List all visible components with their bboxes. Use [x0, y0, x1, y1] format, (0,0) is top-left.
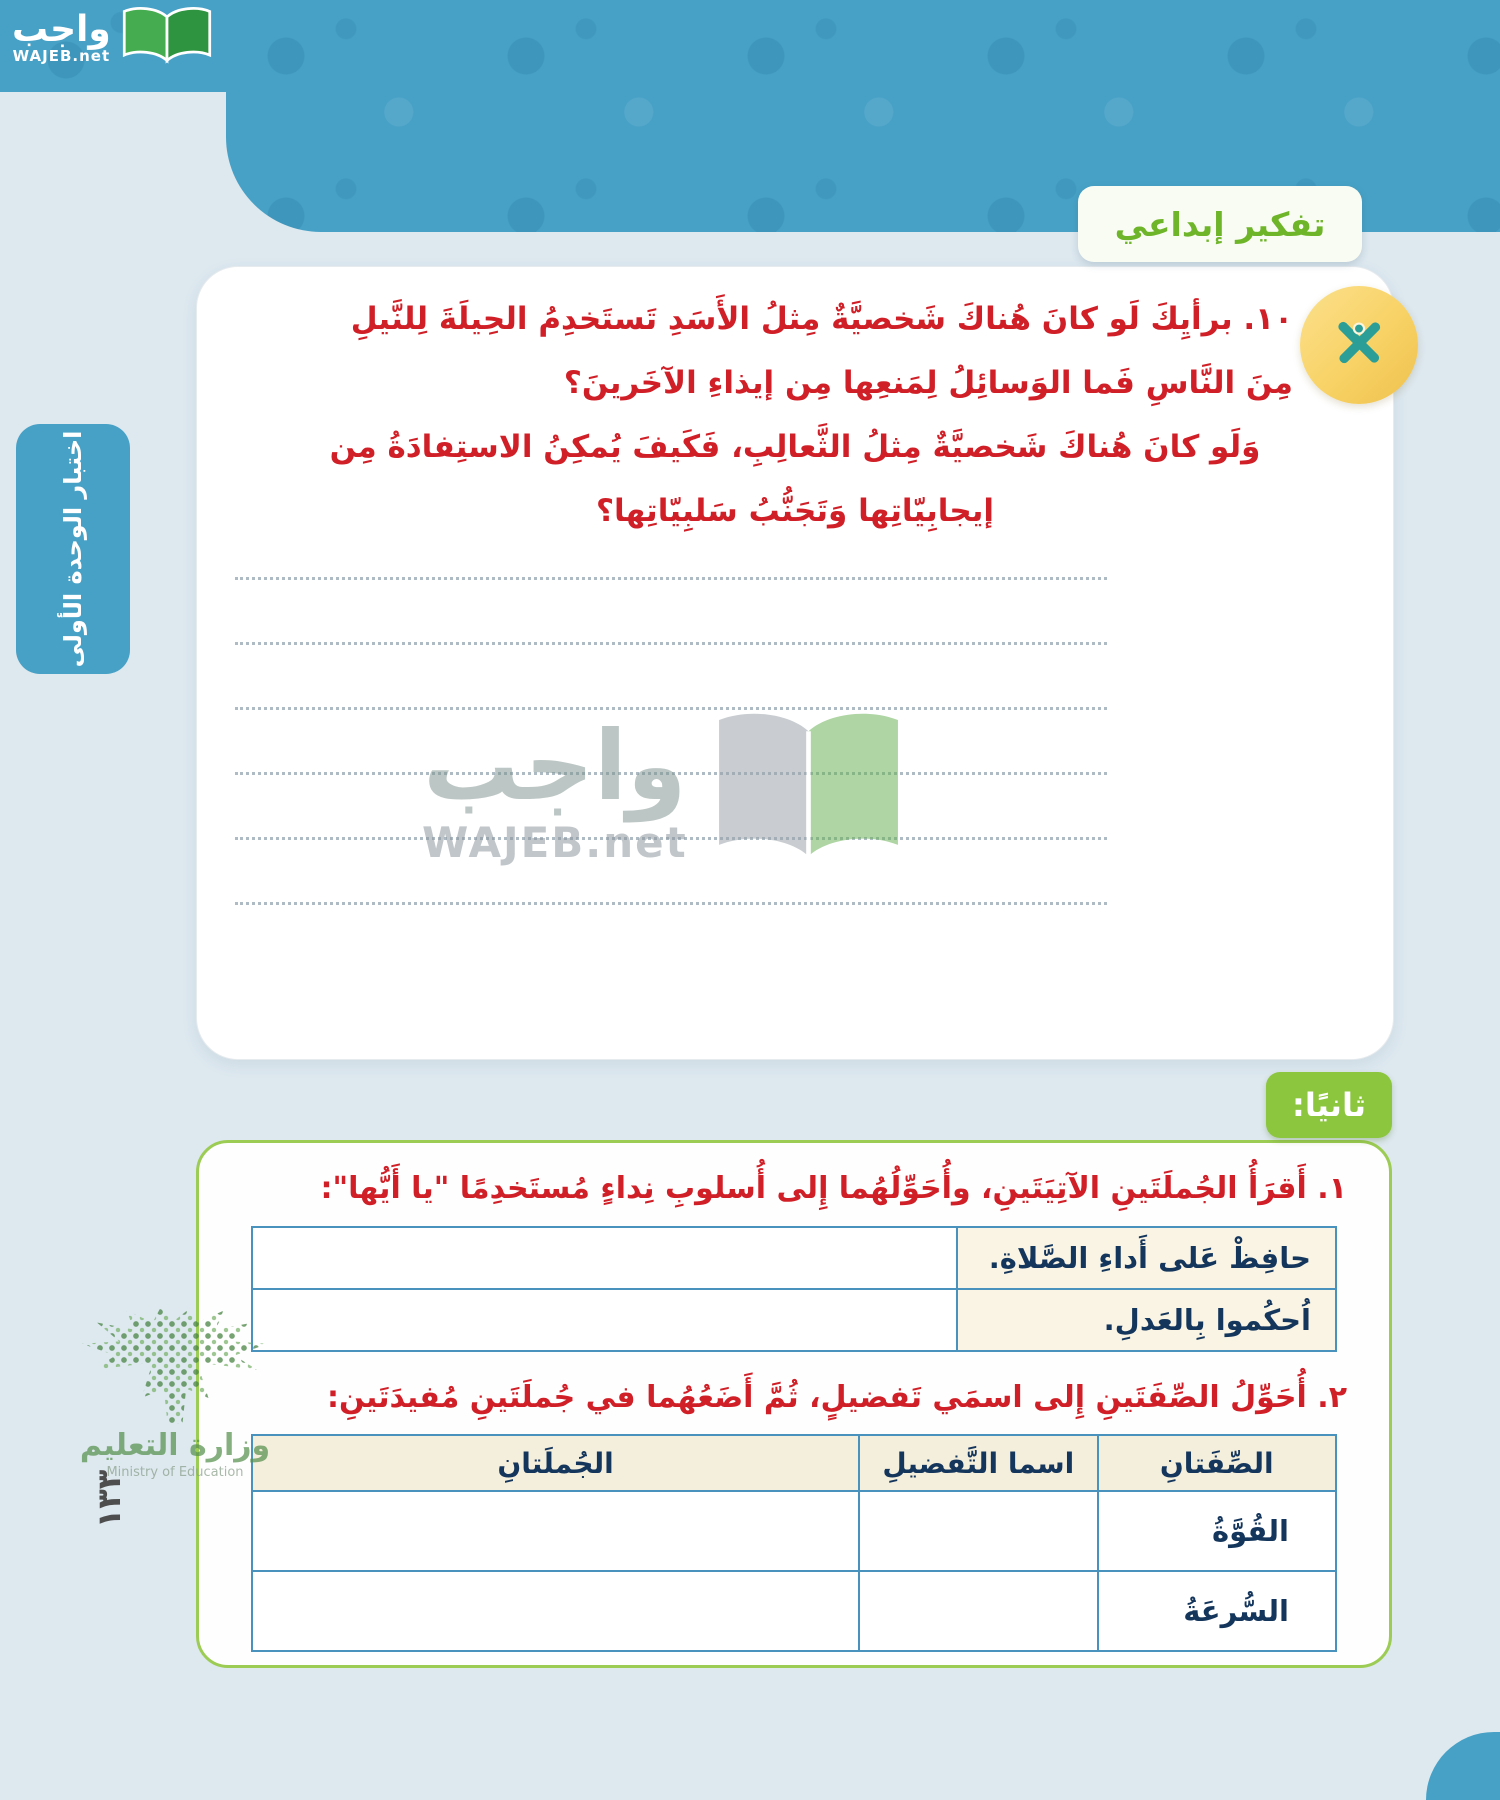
watermark-arabic: واجب — [423, 710, 687, 822]
question-1-text: ١. أَقرَأُ الجُملَتَينِ الآتِيَتَينِ، وأُحَوِّلُهُما إِلى أُسلوبِ نِداءٍ مُستَخدِمًا "يا أَيُّها": — [320, 1171, 1347, 1206]
answer-line[interactable] — [235, 645, 1107, 710]
table-row — [252, 1289, 1336, 1351]
sidebar-tab-unit-test[interactable] — [16, 424, 130, 674]
question-10-text: ١٠. برأيِكَ لَو كانَ هُناكَ شَخصيَّةٌ مِثلُ الأَسَدِ تَستَخدِمُ الحِيلَةَ لِلنَّيلِ مِنَ النَّاسِ فَما الوَسائِلُ لِمَنعِها مِن إيذاءِ الآخَرينَ؟ — [350, 301, 1293, 401]
ministry-emblem-icon — [82, 1306, 268, 1424]
empty-answer-cell[interactable] — [252, 1227, 957, 1289]
question-10-text-part2: وَلَو كانَ هُناكَ شَخصيَّةٌ مِثلُ الثَّعالِبِ، فَكَيفَ يُمكِنُ الاستِفادَةُ مِن إيجابِيّاتِها وَتَجَنُّبُ سَلبِيّاتِها؟ — [329, 429, 1261, 529]
table-row — [252, 1491, 1336, 1571]
sidebar-tab-label: اختبار الوحدة الأولى — [59, 430, 87, 668]
wajeb-logo-latin: WAJEB.net — [12, 47, 111, 66]
column-header-superlatives: اسما التَّفضيلِ — [859, 1435, 1097, 1491]
ministry-name-english: Ministry of Education — [106, 1465, 244, 1480]
superlative-table — [251, 1434, 1337, 1652]
table-row — [252, 1227, 1336, 1289]
empty-answer-cell[interactable] — [859, 1491, 1097, 1571]
table-header-row — [252, 1435, 1336, 1491]
answer-lines — [235, 515, 1107, 905]
wajeb-logo-text — [12, 11, 111, 65]
empty-answer-cell[interactable] — [252, 1491, 859, 1571]
column-header-sentences: الجُملَتانِ — [252, 1435, 859, 1491]
creative-thinking-badge: تفكير إبداعي — [1078, 186, 1362, 262]
sentence-cell: حافِظْ عَلى أَداءِ الصَّلاةِ. — [957, 1227, 1336, 1289]
answer-line[interactable] — [235, 580, 1107, 645]
open-book-icon — [117, 4, 217, 72]
sentence-cell: اُحكُموا بِالعَدلِ. — [957, 1289, 1336, 1351]
table-row — [252, 1571, 1336, 1651]
corner-decoration — [1426, 1732, 1500, 1800]
secondly-badge: ثانيًا: — [1266, 1072, 1392, 1138]
empty-answer-cell[interactable] — [252, 1571, 859, 1651]
wajeb-logo — [12, 4, 217, 72]
page-number: ١٣٣ — [90, 1469, 128, 1529]
empty-answer-cell[interactable] — [252, 1289, 957, 1351]
creative-question-card — [196, 266, 1394, 1060]
exercises-card — [196, 1140, 1392, 1668]
answer-line[interactable] — [235, 515, 1107, 580]
crossed-pens-icon — [1323, 307, 1395, 383]
wajeb-logo-arabic: واجب — [12, 9, 111, 51]
vocative-table — [251, 1226, 1337, 1352]
adjective-cell: القُوَّةُ — [1098, 1491, 1336, 1571]
watermark-latin: WAJEB.net — [422, 818, 688, 867]
answer-line[interactable] — [235, 710, 1107, 775]
column-header-adjectives: الصِّفَتانِ — [1098, 1435, 1336, 1491]
empty-answer-cell[interactable] — [859, 1571, 1097, 1651]
question-2-text: ٢. أُحَوِّلُ الصِّفَتَينِ إِلى اسمَي تَفضيلٍ، ثُمَّ أَضَعُهُما في جُملَتَينِ مُفيدَتَينِ: — [327, 1379, 1347, 1415]
answer-line[interactable] — [235, 775, 1107, 840]
stationery-badge — [1300, 286, 1418, 404]
ministry-name-arabic: وزارة التعليم — [79, 1428, 271, 1463]
answer-line[interactable] — [235, 840, 1107, 905]
ministry-logo — [60, 1306, 290, 1480]
adjective-cell: السُّرعَةُ — [1098, 1571, 1336, 1651]
